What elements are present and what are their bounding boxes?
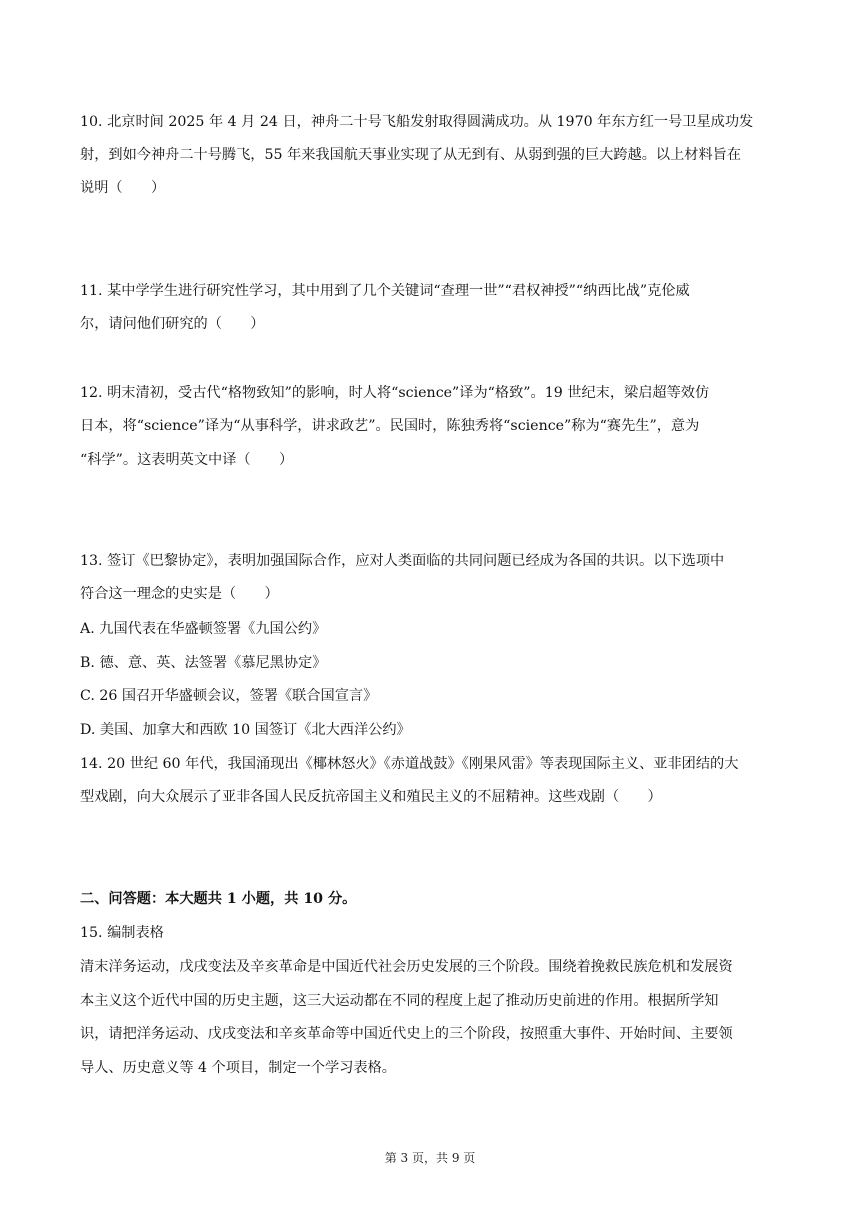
q14-stem-line-1: 14. 20 世纪 60 年代，我国涌现出《椰林怒火》《赤道战鼓》《刚果风雷》等表现国际主义、亚非团结的大: [80, 756, 739, 772]
q15-body-line-4: 导人、历史意义等 4 个项目，制定一个学习表格。: [80, 1060, 396, 1076]
q11-stem-line-1: 11. 某中学学生进行研究性学习，其中用到了几个关键词“查理一世”“君权神授”“纳西比战”克伦威: [80, 283, 690, 299]
q15-body-line-2: 本主义这个近代中国的历史主题，这三大运动都在不同的程度上起了推动历史前进的作用。根据所学知: [80, 993, 719, 1009]
q15-title: 15. 编制表格: [80, 925, 164, 941]
q13-option-b[interactable]: B. 德、意、英、法签署《慕尼黑协定》: [80, 655, 327, 671]
q13-option-c[interactable]: C. 26 国召开华盛顿会议，签署《联合国宣言》: [80, 688, 378, 704]
page-number: 第 3 页，共 9 页: [384, 1151, 476, 1165]
q12-stem-line-1: 12. 明末清初，受古代“格物致知”的影响，时人将“science”译为“格致”。19 世纪末，梁启超等效仿: [80, 385, 710, 401]
q12-stem-line-2: 日本，将“science”译为“从事科学，讲求政艺”。民国时，陈独秀将“science”称为“赛先生”，意为: [80, 418, 700, 434]
q14-stem-line-2: 型戏剧，向大众展示了亚非各国人民反抗帝国主义和殖民主义的不屈精神。这些戏剧（ ）: [80, 789, 662, 805]
q15-body-line-1: 清末洋务运动，戊戌变法及辛亥革命是中国近代社会历史发展的三个阶段。围绕着挽救民族危机和发展资: [80, 959, 733, 975]
q11-stem-line-2: 尔，请问他们研究的（ ）: [80, 316, 265, 332]
section-heading: 二、问答题：本大题共 1 小题，共 10 分。: [80, 891, 357, 907]
q13-option-a[interactable]: A. 九国代表在华盛顿签署《九国公约》: [80, 621, 327, 637]
q13-stem-line-1: 13. 签订《巴黎协定》，表明加强国际合作，应对人类面临的共同问题已经成为各国的共识。以下选项中: [80, 553, 725, 569]
q10-stem-line-2: 射，到如今神舟二十号腾飞，55 年来我国航天事业实现了从无到有、从弱到强的巨大跨越。以上材料旨在: [80, 147, 742, 163]
q10-stem-line-1: 10. 北京时间 2025 年 4 月 24 日，神舟二十号飞船发射取得圆满成功。从 1970 年东方红一号卫星成功发: [80, 114, 754, 130]
q13-stem-line-2: 符合这一理念的史实是（ ）: [80, 586, 279, 602]
q13-option-d[interactable]: D. 美国、加拿大和西欧 10 国签订《北大西洋公约》: [80, 722, 411, 738]
q12-stem-line-3: “科学”。这表明英文中译（ ）: [80, 452, 294, 468]
q15-body-line-3: 识，请把洋务运动、戊戌变法和辛亥革命等中国近代史上的三个阶段，按照重大事件、开始时间、主要领: [80, 1026, 733, 1042]
q10-stem-line-3: 说明（ ）: [80, 180, 166, 196]
